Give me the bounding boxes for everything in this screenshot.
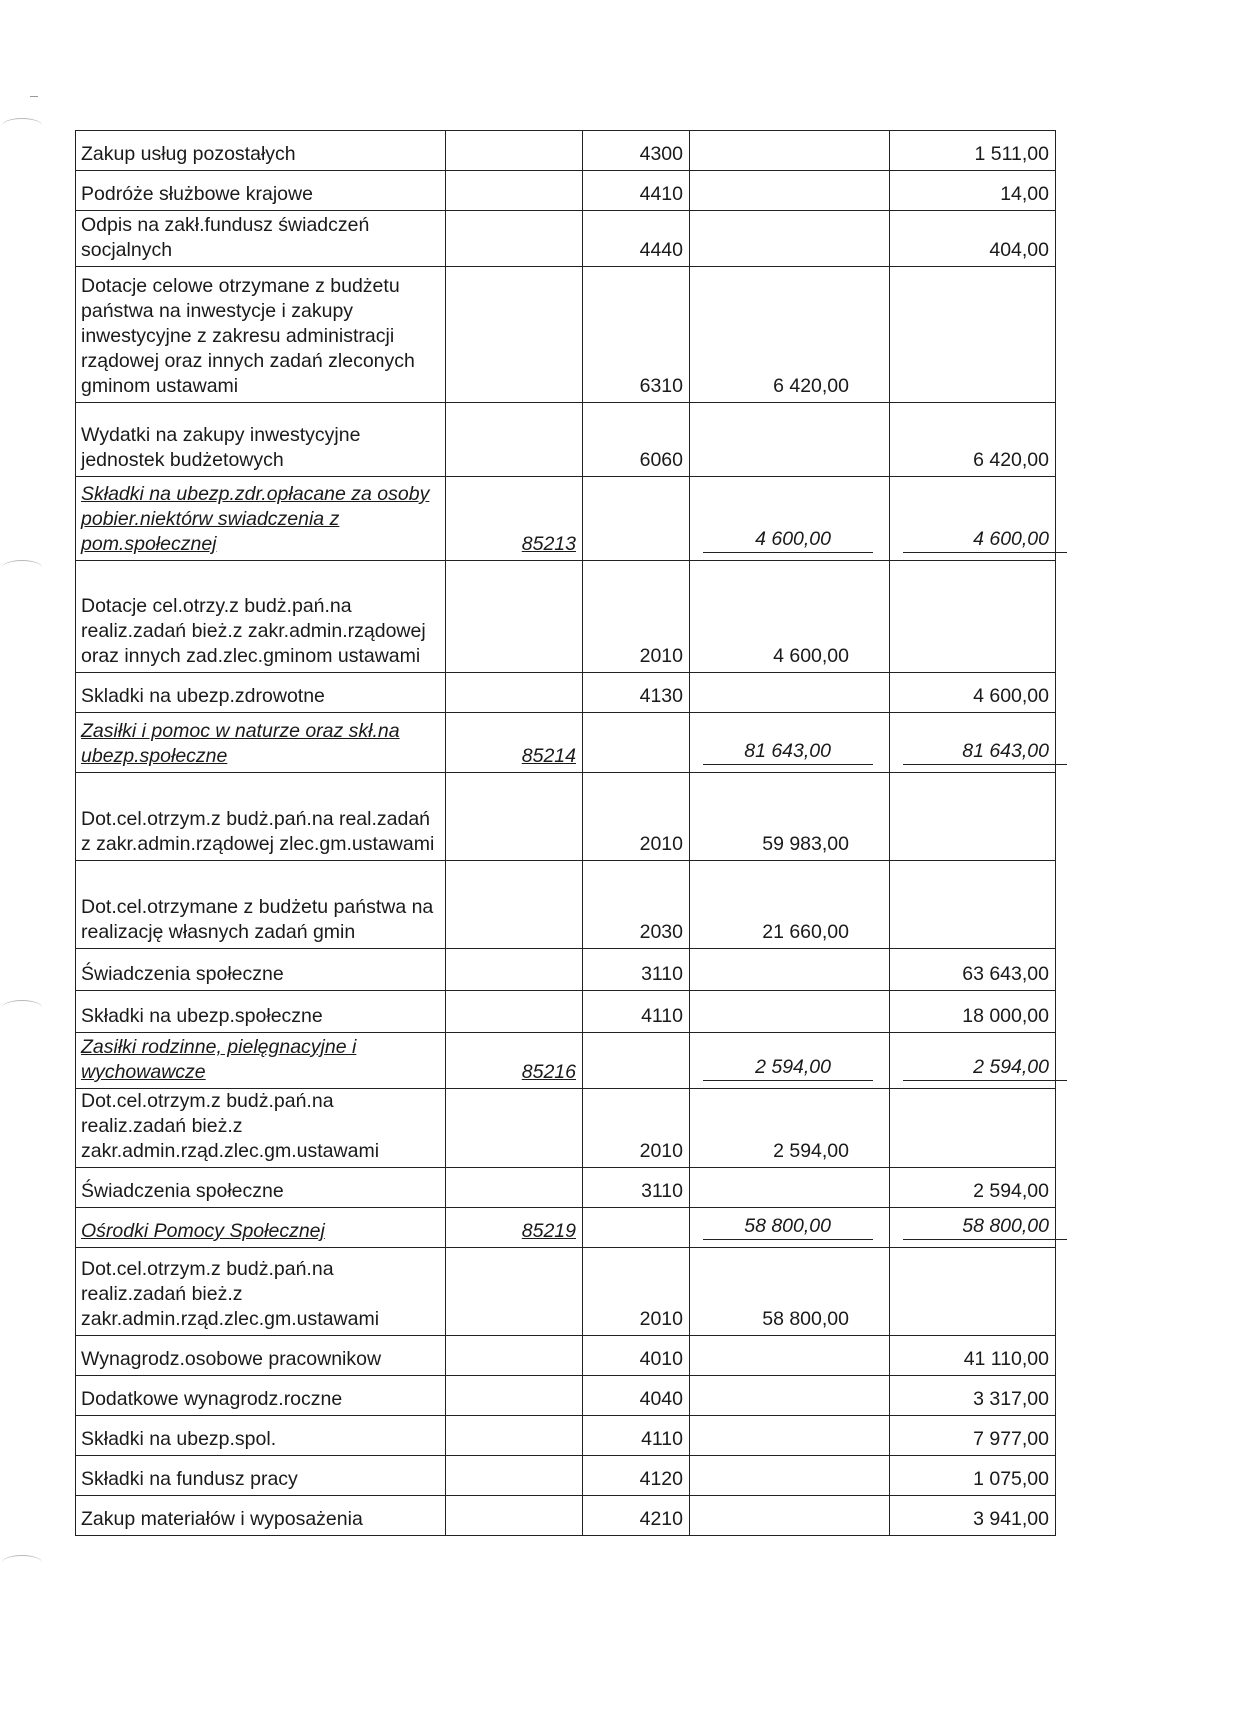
item-name-cell — [76, 1089, 446, 1168]
paragraph-code-cell — [583, 211, 690, 267]
section-code-cell — [446, 1416, 583, 1456]
scan-artifact — [2, 118, 42, 133]
item-name-cell — [76, 403, 446, 477]
table-row — [76, 673, 1056, 713]
income-amount-cell — [690, 949, 890, 991]
expense-amount-cell — [890, 1208, 1056, 1248]
expense-amount-cell-text: 58 800,00 — [903, 1214, 1067, 1240]
paragraph-code-cell-text: 6310 — [639, 375, 683, 397]
income-amount-cell — [690, 1033, 890, 1089]
expense-amount-cell — [890, 1456, 1056, 1496]
table-row — [76, 1336, 1056, 1376]
income-amount-cell — [690, 171, 890, 211]
section-code-cell — [446, 1496, 583, 1536]
income-amount-cell — [690, 1168, 890, 1208]
income-amount-cell — [690, 131, 890, 171]
income-amount-cell — [690, 1336, 890, 1376]
paragraph-code-cell-text: 4210 — [639, 1508, 683, 1530]
expense-amount-cell — [890, 1089, 1056, 1168]
paragraph-code-cell-text: 4120 — [639, 1468, 683, 1490]
income-amount-cell — [690, 861, 890, 949]
income-amount-cell — [690, 1416, 890, 1456]
paragraph-code-cell — [583, 1336, 690, 1376]
item-name-cell — [76, 1168, 446, 1208]
item-name-cell — [76, 561, 446, 673]
income-amount-cell — [690, 1496, 890, 1536]
paragraph-code-cell — [583, 949, 690, 991]
income-amount-cell — [690, 403, 890, 477]
section-code-cell — [446, 1168, 583, 1208]
paragraph-code-cell — [583, 403, 690, 477]
table-row — [76, 171, 1056, 211]
paragraph-code-cell-text: 2010 — [639, 1140, 683, 1162]
paragraph-code-cell-text: 2010 — [639, 1308, 683, 1330]
item-name-cell-text: Składki na ubezp.spol. — [81, 1428, 277, 1450]
table-row — [76, 1456, 1056, 1496]
income-amount-cell-text: 2 594,00 — [703, 1055, 873, 1081]
income-amount-cell-text: 81 643,00 — [703, 739, 873, 765]
paragraph-code-cell — [583, 171, 690, 211]
paragraph-code-cell-text: 4130 — [639, 685, 683, 707]
paragraph-code-cell-text: 4010 — [639, 1348, 683, 1370]
paragraph-code-cell-text: 4300 — [639, 143, 683, 165]
table-row — [76, 991, 1056, 1033]
table-row — [76, 1376, 1056, 1416]
section-code-cell — [446, 1248, 583, 1336]
table-row — [76, 267, 1056, 403]
expense-amount-cell-text: 18 000,00 — [962, 1005, 1049, 1027]
income-amount-cell — [690, 1208, 890, 1248]
paragraph-code-cell — [583, 673, 690, 713]
paragraph-code-cell — [583, 1496, 690, 1536]
expense-amount-cell-text: 1 511,00 — [974, 143, 1049, 165]
paragraph-code-cell — [583, 267, 690, 403]
item-name-cell-text: Świadczenia społeczne — [81, 1180, 284, 1202]
paragraph-code-cell-text: 4440 — [639, 239, 683, 261]
table-row — [76, 131, 1056, 171]
section-code-cell — [446, 1033, 583, 1089]
income-amount-cell — [690, 1376, 890, 1416]
item-name-cell — [76, 773, 446, 861]
expense-amount-cell — [890, 1248, 1056, 1336]
expense-amount-cell — [890, 1376, 1056, 1416]
item-name-cell — [76, 171, 446, 211]
section-code-cell — [446, 561, 583, 673]
paragraph-code-cell-text: 4410 — [639, 183, 683, 205]
section-code-cell — [446, 171, 583, 211]
expense-amount-cell-text: 81 643,00 — [903, 739, 1067, 765]
expense-amount-cell-text: 2 594,00 — [903, 1055, 1067, 1081]
paragraph-code-cell — [583, 861, 690, 949]
item-name-cell — [76, 1376, 446, 1416]
item-name-cell-text: Składki na ubezp.zdr.opłacane za osoby pobier.niektórw swiadczenia z pom.społecznej — [81, 483, 430, 555]
income-amount-cell-text: 6 420,00 — [773, 375, 849, 397]
item-name-cell — [76, 477, 446, 561]
expense-amount-cell-text: 14,00 — [1000, 183, 1049, 205]
paragraph-code-cell-text: 4040 — [639, 1388, 683, 1410]
section-code-cell — [446, 267, 583, 403]
paragraph-code-cell — [583, 713, 690, 773]
expense-amount-cell — [890, 949, 1056, 991]
item-name-cell — [76, 1033, 446, 1089]
expense-amount-cell-text: 1 075,00 — [973, 1468, 1049, 1490]
item-name-cell-text: Dot.cel.otrzym.z budż.pań.na real.zadań z zakr.admin.rządowej zlec.gm.ustawami — [81, 808, 435, 855]
paragraph-code-cell — [583, 1168, 690, 1208]
item-name-cell-text: Zakup materiałów i wyposażenia — [81, 1508, 363, 1530]
table-row — [76, 861, 1056, 949]
section-code-cell — [446, 1456, 583, 1496]
item-name-cell-text: Zakup usług pozostałych — [81, 143, 296, 165]
paragraph-code-cell — [583, 1376, 690, 1416]
income-amount-cell-text: 2 594,00 — [773, 1140, 849, 1162]
section-code-cell-text: 85219 — [521, 1220, 576, 1242]
paragraph-code-cell-text: 3110 — [641, 963, 683, 985]
item-name-cell — [76, 1336, 446, 1376]
income-amount-cell-text: 4 600,00 — [703, 527, 873, 553]
item-name-cell-text: Wydatki na zakupy inwestycyjne jednostek budżetowych — [81, 424, 361, 471]
paragraph-code-cell — [583, 773, 690, 861]
table-row — [76, 403, 1056, 477]
section-code-cell — [446, 403, 583, 477]
expense-amount-cell — [890, 267, 1056, 403]
income-amount-cell-text: 21 660,00 — [762, 921, 849, 943]
section-code-cell — [446, 949, 583, 991]
expense-amount-cell — [890, 561, 1056, 673]
item-name-cell-text: Podróże służbowe krajowe — [81, 183, 313, 205]
scan-artifact — [30, 96, 38, 97]
income-amount-cell — [690, 267, 890, 403]
paragraph-code-cell — [583, 1416, 690, 1456]
expense-amount-cell — [890, 1416, 1056, 1456]
section-code-cell — [446, 1089, 583, 1168]
expense-amount-cell — [890, 673, 1056, 713]
paragraph-code-cell-text: 3110 — [641, 1180, 683, 1202]
income-amount-cell — [690, 1089, 890, 1168]
expense-amount-cell — [890, 991, 1056, 1033]
expense-amount-cell-text: 3 317,00 — [973, 1388, 1049, 1410]
paragraph-code-cell — [583, 1208, 690, 1248]
item-name-cell-text: Dot.cel.otrzymane z budżetu państwa na realizację własnych zadań gmin — [81, 896, 434, 943]
income-amount-cell-text: 58 800,00 — [762, 1308, 849, 1330]
paragraph-code-cell — [583, 1248, 690, 1336]
item-name-cell-text: Zasiłki i pomoc w naturze oraz skł.na ubezp.społeczne — [81, 720, 400, 767]
paragraph-code-cell-text: 2030 — [639, 921, 683, 943]
table-row — [76, 1416, 1056, 1456]
table-row — [76, 1496, 1056, 1536]
item-name-cell — [76, 861, 446, 949]
table-row — [76, 949, 1056, 991]
expense-amount-cell — [890, 477, 1056, 561]
expense-amount-cell — [890, 131, 1056, 171]
expense-amount-cell-text: 7 977,00 — [973, 1428, 1049, 1450]
income-amount-cell — [690, 673, 890, 713]
paragraph-code-cell — [583, 561, 690, 673]
section-code-cell — [446, 477, 583, 561]
item-name-cell — [76, 991, 446, 1033]
item-name-cell-text: Dodatkowe wynagrodz.roczne — [81, 1388, 343, 1410]
section-code-cell-text: 85213 — [521, 533, 576, 555]
expense-amount-cell — [890, 861, 1056, 949]
expense-amount-cell — [890, 171, 1056, 211]
section-code-cell — [446, 1376, 583, 1416]
paragraph-code-cell — [583, 1033, 690, 1089]
income-amount-cell — [690, 211, 890, 267]
expense-amount-cell — [890, 403, 1056, 477]
item-name-cell — [76, 1248, 446, 1336]
item-name-cell-text: Dotacje celowe otrzymane z budżetu państwa na inwestycje i zakupy inwestycyjne z zakresu administracji rządowej oraz innych zadań zleconych gminom ustawami — [81, 275, 415, 397]
expense-amount-cell-text: 4 600,00 — [903, 527, 1067, 553]
income-amount-cell-text: 58 800,00 — [703, 1214, 873, 1240]
expense-amount-cell — [890, 1168, 1056, 1208]
income-amount-cell — [690, 773, 890, 861]
item-name-cell — [76, 267, 446, 403]
section-row — [76, 477, 1056, 561]
expense-amount-cell-text: 4 600,00 — [973, 685, 1049, 707]
expense-amount-cell-text: 404,00 — [989, 239, 1049, 261]
item-name-cell-text: Świadczenia społeczne — [81, 963, 284, 985]
item-name-cell — [76, 713, 446, 773]
paragraph-code-cell — [583, 1456, 690, 1496]
income-amount-cell-text: 59 983,00 — [762, 833, 849, 855]
expense-amount-cell — [890, 1033, 1056, 1089]
income-amount-cell — [690, 1248, 890, 1336]
paragraph-code-cell — [583, 131, 690, 171]
table-row — [76, 773, 1056, 861]
item-name-cell — [76, 949, 446, 991]
item-name-cell-text: Skladki na ubezp.zdrowotne — [81, 685, 325, 707]
income-amount-cell — [690, 477, 890, 561]
section-code-cell — [446, 1336, 583, 1376]
section-code-cell — [446, 211, 583, 267]
item-name-cell-text: Wynagrodz.osobowe pracownikow — [81, 1348, 382, 1370]
paragraph-code-cell — [583, 991, 690, 1033]
item-name-cell — [76, 131, 446, 171]
section-code-cell — [446, 131, 583, 171]
item-name-cell — [76, 1496, 446, 1536]
table-row — [76, 1248, 1056, 1336]
section-code-cell — [446, 713, 583, 773]
section-code-cell — [446, 861, 583, 949]
scan-artifact — [2, 1555, 42, 1570]
table-row — [76, 1089, 1056, 1168]
expense-amount-cell — [890, 1336, 1056, 1376]
paragraph-code-cell-text: 6060 — [639, 449, 683, 471]
expense-amount-cell-text: 41 110,00 — [963, 1348, 1049, 1370]
item-name-cell — [76, 1208, 446, 1248]
item-name-cell — [76, 673, 446, 713]
item-name-cell-text: Składki na fundusz pracy — [81, 1468, 298, 1490]
item-name-cell-text: Dot.cel.otrzym.z budż.pań.na realiz.zadań bież.z zakr.admin.rząd.zlec.gm.ustawami — [81, 1090, 380, 1162]
section-row — [76, 1208, 1056, 1248]
paragraph-code-cell — [583, 477, 690, 561]
section-code-cell-text: 85216 — [521, 1061, 576, 1083]
item-name-cell — [76, 211, 446, 267]
table-row — [76, 211, 1056, 267]
paragraph-code-cell-text: 4110 — [641, 1005, 683, 1027]
expense-amount-cell-text: 63 643,00 — [962, 963, 1049, 985]
paragraph-code-cell — [583, 1089, 690, 1168]
item-name-cell-text: Dotacje cel.otrzy.z budż.pań.na realiz.zadań bież.z zakr.admin.rządowej oraz innych zad.zlec.gminom ustawami — [81, 595, 426, 667]
expense-amount-cell — [890, 211, 1056, 267]
paragraph-code-cell-text: 4110 — [641, 1428, 683, 1450]
item-name-cell — [76, 1416, 446, 1456]
table-row — [76, 561, 1056, 673]
section-code-cell — [446, 773, 583, 861]
section-row — [76, 713, 1056, 773]
expense-amount-cell — [890, 773, 1056, 861]
expense-amount-cell — [890, 1496, 1056, 1536]
income-amount-cell — [690, 713, 890, 773]
section-row — [76, 1033, 1056, 1089]
item-name-cell-text: Składki na ubezp.społeczne — [81, 1005, 323, 1027]
paragraph-code-cell-text: 2010 — [639, 645, 683, 667]
item-name-cell-text: Odpis na zakł.fundusz świadczeń socjalnych — [81, 214, 370, 261]
income-amount-cell-text: 4 600,00 — [773, 645, 849, 667]
item-name-cell — [76, 1456, 446, 1496]
scan-artifact — [2, 560, 42, 575]
section-code-cell-text: 85214 — [521, 745, 576, 767]
table-row — [76, 1168, 1056, 1208]
section-code-cell — [446, 1208, 583, 1248]
income-amount-cell — [690, 991, 890, 1033]
item-name-cell-text: Zasiłki rodzinne, pielęgnacyjne i wychowawcze — [81, 1036, 357, 1083]
expense-amount-cell-text: 3 941,00 — [973, 1508, 1049, 1530]
section-code-cell — [446, 991, 583, 1033]
budget-table-body — [76, 131, 1056, 1536]
expense-amount-cell-text: 6 420,00 — [973, 449, 1049, 471]
section-code-cell — [446, 673, 583, 713]
scan-artifact — [2, 1000, 42, 1015]
expense-amount-cell-text: 2 594,00 — [973, 1180, 1049, 1202]
item-name-cell-text: Dot.cel.otrzym.z budż.pań.na realiz.zadań bież.z zakr.admin.rząd.zlec.gm.ustawami — [81, 1258, 380, 1330]
item-name-cell-text: Ośrodki Pomocy Społecznej — [81, 1220, 325, 1242]
budget-table — [75, 130, 1056, 1536]
income-amount-cell — [690, 561, 890, 673]
expense-amount-cell — [890, 713, 1056, 773]
income-amount-cell — [690, 1456, 890, 1496]
paragraph-code-cell-text: 2010 — [639, 833, 683, 855]
